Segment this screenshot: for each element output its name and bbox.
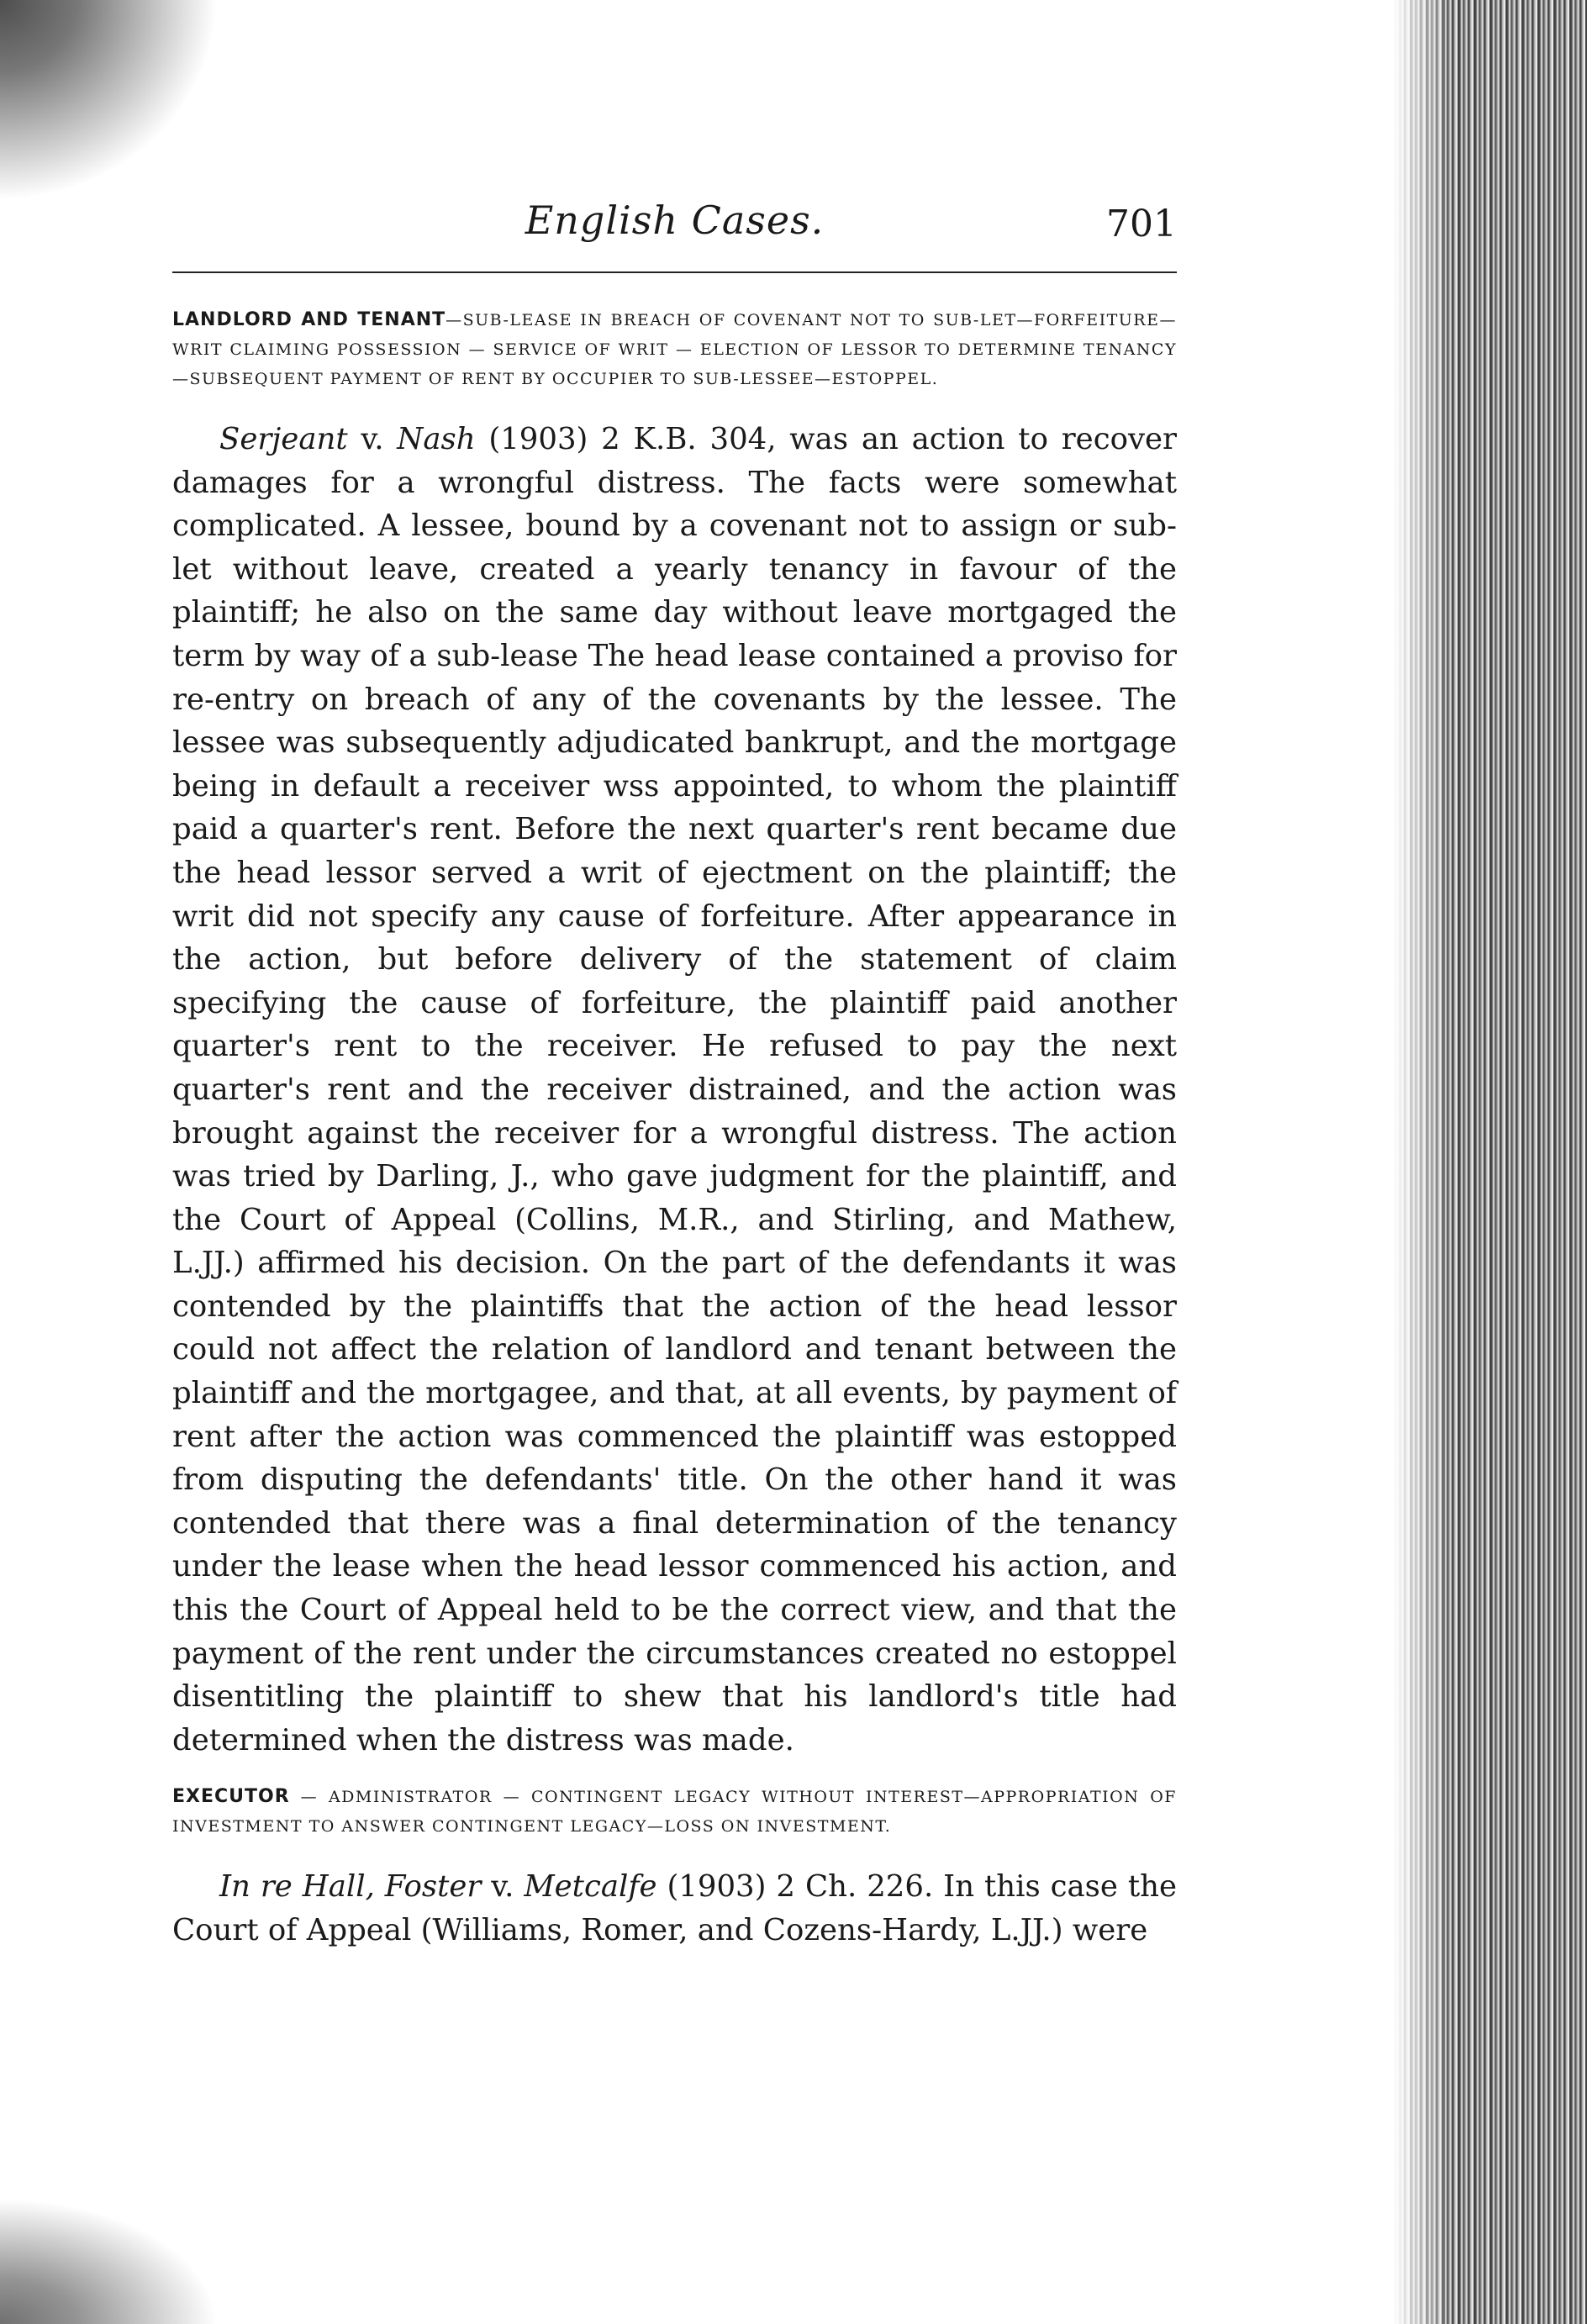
scan-page-edge	[1394, 0, 1587, 2324]
case-versus: v.	[347, 422, 398, 456]
case-paragraph-re-hall	[172, 1865, 1177, 1952]
headnote-lead: LANDLORD AND TENANT	[172, 309, 446, 330]
case-body-text: (1903) 2 K.B. 304, was an action to recover damages for a wrongful distress. The facts were somewhat complicated. A lessee, bound by a covenant not to assign or sub-let without leave, created a yearly tenancy in favour of the plaintiff; he also on the same day without leave mortgaged the term by way of a sub-lease The head lease contained a proviso for re-entry on breach of any of the covenants by the lessee. The lessee was subsequently adjudicated bankrupt, and the mortgage being in default a receiver wss appointed, to whom the plaintiff paid a quarter's rent. Before the next quarter's rent became due the head lessor served a writ of ejectment on the plaintiff; the writ did not specify any cause of forfeiture. After appearance in the action, but before delivery of the statement of claim specifying the cause of forfeiture, the plaintiff paid another quarter's rent to the receiver. He refused to pay the next quarter's rent and the receiver distrained, and the action was brought against the receiver for a wrongful distress. The action was tried by Darling, J., who gave judgment for the plaintiff, and the Court of Appeal (Collins, M.R., and Stirling, and Mathew, L.JJ.) affirmed his decision. On the part of the defendants it was contended by the plaintiffs that the action of the head lessor could not affect the relation of landlord and tenant between the plaintiff and the mortgagee, and that, at all events, by payment of rent after the action was commenced the plaintiff was estopped from disputing the defendants' title. On the other hand it was contended that there was a final determination of the tenancy under the lease when the head lessor commenced his action, and this the Court of Appeal held to be the correct view, and that the payment of the rent under the circumstances created no estoppel disentitling the plaintiff to shew that his landlord's title had determined when the distress was made.	[172, 422, 1177, 1757]
case-paragraph-serjeant-nash	[172, 418, 1177, 1762]
case-party-1: Serjeant	[219, 422, 348, 456]
page-number: 701	[1106, 203, 1177, 245]
case-party-2: Metcalfe	[524, 1869, 657, 1905]
case-body-text: (1903) 2 Ch. 226. In this case the Court of Appeal (Williams, Romer, and Cozens-Hardy, L.JJ.) were	[172, 1869, 1177, 1947]
headnote-landlord-tenant	[172, 305, 1177, 394]
case-party-1: In re Hall, Foster	[219, 1869, 482, 1905]
scan-corner-smudge-top	[0, 0, 219, 202]
headnote-executor	[172, 1782, 1177, 1842]
running-title: English Cases.	[525, 198, 825, 243]
headnote-text: — ADMINISTRATOR — CONTINGENT LEGACY WITHOUT INTEREST—APPROPRIATION OF INVESTMENT TO ANSWER CONTINGENT LEGACY—LOSS ON INVESTMENT.	[172, 1788, 1177, 1837]
running-head	[172, 198, 1177, 256]
headnote-lead: EXECUTOR	[172, 1786, 290, 1808]
scan-corner-smudge-bottom	[0, 2198, 219, 2324]
headnote-text: —SUB-LEASE IN BREACH OF COVENANT NOT TO SUB-LET—FORFEITURE—WRIT CLAIMING POSSESSION — SERVICE OF WRIT — ELECTION OF LESSOR TO DETERMINE TENANCY—SUBSEQUENT PAYMENT OF RENT BY OCCUPIER TO SUB-LESSEE—ESTOPPEL.	[172, 311, 1177, 388]
header-rule	[172, 271, 1177, 273]
case-party-2: Nash	[397, 422, 476, 456]
case-versus: v.	[481, 1869, 525, 1905]
page-body	[172, 198, 1177, 1973]
